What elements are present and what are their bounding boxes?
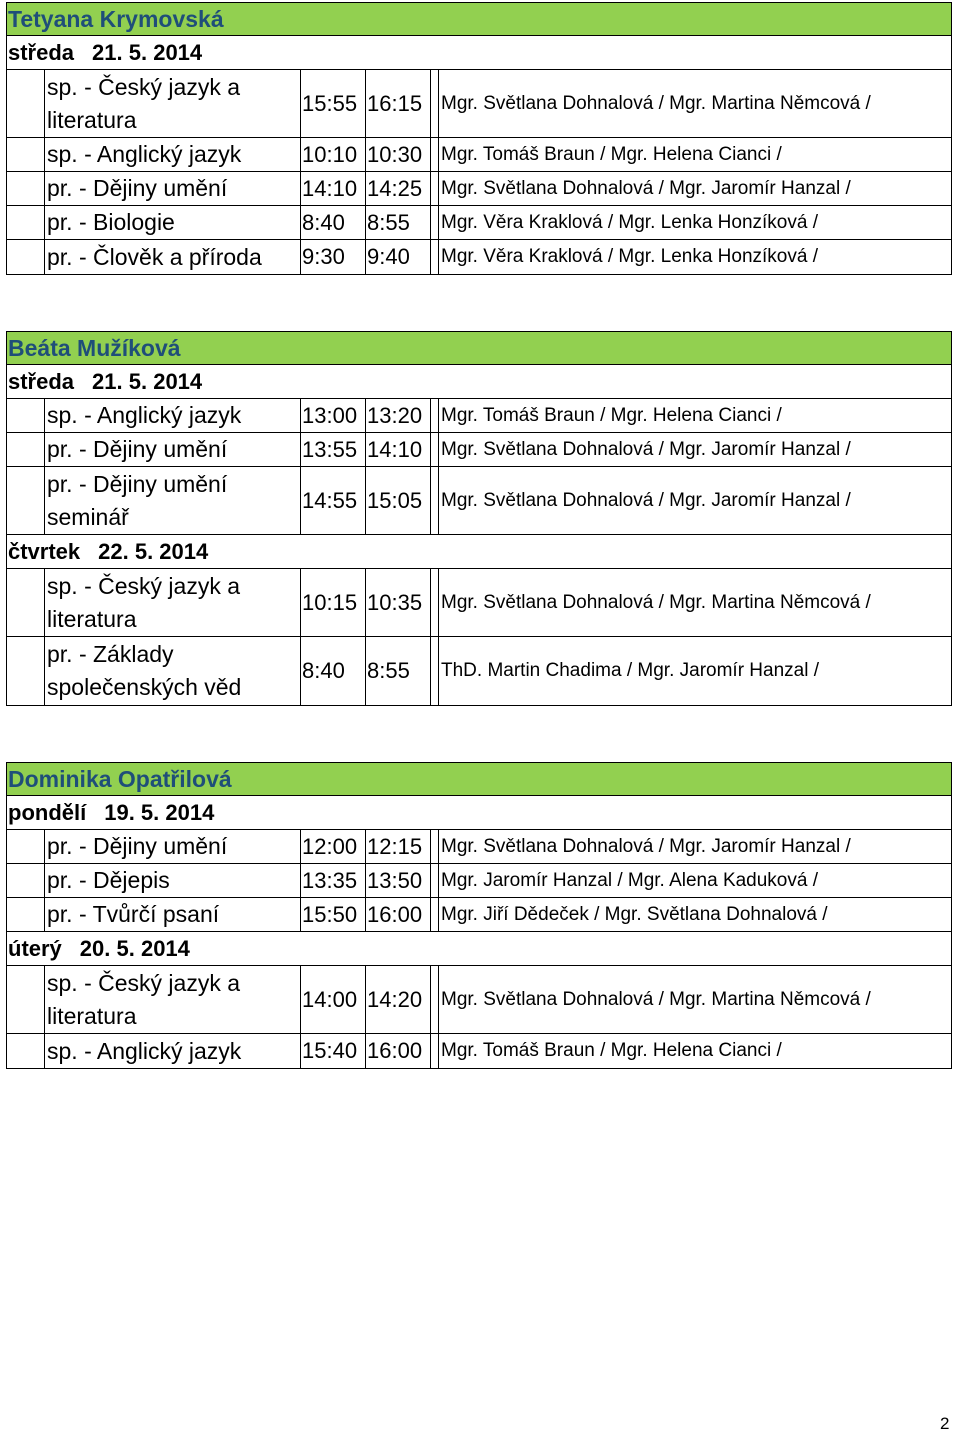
day-date: 21. 5. 2014	[92, 39, 203, 65]
lesson-start: 12:00	[300, 830, 365, 863]
lesson-end: 16:00	[365, 898, 430, 931]
lesson-row	[7, 172, 951, 206]
lesson-subject: sp. - Český jazyk a literatura	[44, 70, 300, 137]
lesson-start: 10:10	[300, 138, 365, 171]
lesson-subject: pr. - Dějiny umění	[44, 172, 300, 205]
lesson-start: 14:10	[300, 172, 365, 205]
lesson-teachers: Mgr. Světlana Dohnalová / Mgr. Jaromír Hanzal /	[438, 467, 951, 534]
lesson-start: 9:30	[300, 240, 365, 274]
lesson-start: 15:50	[300, 898, 365, 931]
lesson-end: 14:10	[365, 433, 430, 466]
lesson-row	[7, 70, 951, 138]
lesson-teachers: Mgr. Světlana Dohnalová / Mgr. Martina Němcová /	[438, 70, 951, 137]
day-name: středa	[8, 39, 75, 65]
lesson-row	[7, 830, 951, 864]
schedule-table	[6, 36, 952, 275]
lesson-start: 14:55	[300, 467, 365, 534]
day-date: 22. 5. 2014	[98, 538, 209, 564]
lesson-teachers: Mgr. Tomáš Braun / Mgr. Helena Cianci /	[438, 138, 951, 171]
lesson-start: 13:55	[300, 433, 365, 466]
lesson-end: 16:00	[365, 1034, 430, 1068]
lesson-row	[7, 1034, 951, 1068]
day-header	[7, 365, 951, 399]
lesson-teachers: Mgr. Světlana Dohnalová / Mgr. Jaromír Hanzal /	[438, 433, 951, 466]
lesson-row	[7, 206, 951, 240]
student-schedule-krymovska	[6, 2, 952, 275]
lesson-end: 14:25	[365, 172, 430, 205]
lesson-end: 16:15	[365, 70, 430, 137]
lesson-subject: pr. - Dějiny umění	[44, 433, 300, 466]
lesson-subject: pr. - Tvůrčí psaní	[44, 898, 300, 931]
lesson-teachers: Mgr. Světlana Dohnalová / Mgr. Jaromír Hanzal /	[438, 830, 951, 863]
lesson-teachers: Mgr. Světlana Dohnalová / Mgr. Jaromír Hanzal /	[438, 172, 951, 205]
day-date: 21. 5. 2014	[92, 368, 203, 394]
page-number: 2	[940, 1414, 950, 1433]
lesson-start: 13:35	[300, 864, 365, 897]
lesson-row	[7, 864, 951, 898]
lesson-end: 9:40	[365, 240, 430, 274]
lesson-subject: pr. - Biologie	[44, 206, 300, 239]
day-name: pondělí	[8, 799, 87, 825]
lesson-end: 8:55	[365, 206, 430, 239]
student-schedule-muzikova	[6, 331, 952, 706]
lesson-start: 14:00	[300, 966, 365, 1033]
lesson-start: 8:40	[300, 637, 365, 705]
lesson-row	[7, 569, 951, 637]
day-date: 20. 5. 2014	[79, 935, 190, 961]
lesson-start: 15:40	[300, 1034, 365, 1068]
lesson-subject: sp. - Anglický jazyk	[44, 138, 300, 171]
day-header	[7, 932, 951, 966]
lesson-subject: sp. - Český jazyk a literatura	[44, 966, 300, 1033]
lesson-start: 15:55	[300, 70, 365, 137]
lesson-teachers: Mgr. Tomáš Braun / Mgr. Helena Cianci /	[438, 399, 951, 432]
lesson-start: 10:15	[300, 569, 365, 636]
lesson-end: 13:20	[365, 399, 430, 432]
schedule-table	[6, 796, 952, 1069]
lesson-subject: sp. - Anglický jazyk	[44, 399, 300, 432]
lesson-row	[7, 399, 951, 433]
lesson-row	[7, 467, 951, 535]
lesson-row	[7, 138, 951, 172]
lesson-row	[7, 637, 951, 705]
student-name: Tetyana Krymovská	[6, 2, 952, 36]
day-name: úterý	[8, 935, 62, 961]
lesson-teachers: Mgr. Světlana Dohnalová / Mgr. Martina Němcová /	[438, 966, 951, 1033]
student-schedule-opatrilova	[6, 762, 952, 1069]
lesson-end: 12:15	[365, 830, 430, 863]
day-name: středa	[8, 368, 75, 394]
lesson-row	[7, 966, 951, 1034]
lesson-subject: pr. - Člověk a příroda	[44, 240, 300, 274]
lesson-start: 13:00	[300, 399, 365, 432]
lesson-teachers: Mgr. Jiří Dědeček / Mgr. Světlana Dohnalová /	[438, 898, 951, 931]
student-name: Beáta Mužíková	[6, 331, 952, 365]
lesson-row	[7, 240, 951, 274]
student-name: Dominika Opatřilová	[6, 762, 952, 796]
lesson-end: 14:20	[365, 966, 430, 1033]
lesson-subject: pr. - Základy společenských věd	[44, 637, 300, 705]
lesson-subject: pr. - Dějiny umění	[44, 830, 300, 863]
lesson-subject: sp. - Anglický jazyk	[44, 1034, 300, 1068]
lesson-end: 8:55	[365, 637, 430, 705]
day-header	[7, 535, 951, 569]
lesson-teachers: Mgr. Tomáš Braun / Mgr. Helena Cianci /	[438, 1034, 951, 1068]
lesson-start: 8:40	[300, 206, 365, 239]
lesson-teachers: Mgr. Jaromír Hanzal / Mgr. Alena Kaduková /	[438, 864, 951, 897]
day-header	[7, 36, 951, 70]
day-name: čtvrtek	[8, 538, 81, 564]
lesson-teachers: Mgr. Věra Kraklová / Mgr. Lenka Honzíková /	[438, 206, 951, 239]
day-header	[7, 796, 951, 830]
lesson-end: 10:30	[365, 138, 430, 171]
lesson-end: 13:50	[365, 864, 430, 897]
lesson-end: 10:35	[365, 569, 430, 636]
lesson-teachers: Mgr. Věra Kraklová / Mgr. Lenka Honzíková /	[438, 240, 951, 274]
lesson-subject: pr. - Dějiny umění seminář	[44, 467, 300, 534]
lesson-teachers: Mgr. Světlana Dohnalová / Mgr. Martina Němcová /	[438, 569, 951, 636]
lesson-row	[7, 898, 951, 932]
lesson-teachers: ThD. Martin Chadima / Mgr. Jaromír Hanzal /	[438, 637, 951, 705]
schedule-table	[6, 365, 952, 706]
lesson-end: 15:05	[365, 467, 430, 534]
lesson-subject: pr. - Dějepis	[44, 864, 300, 897]
day-date: 19. 5. 2014	[104, 799, 215, 825]
lesson-subject: sp. - Český jazyk a literatura	[44, 569, 300, 636]
lesson-row	[7, 433, 951, 467]
